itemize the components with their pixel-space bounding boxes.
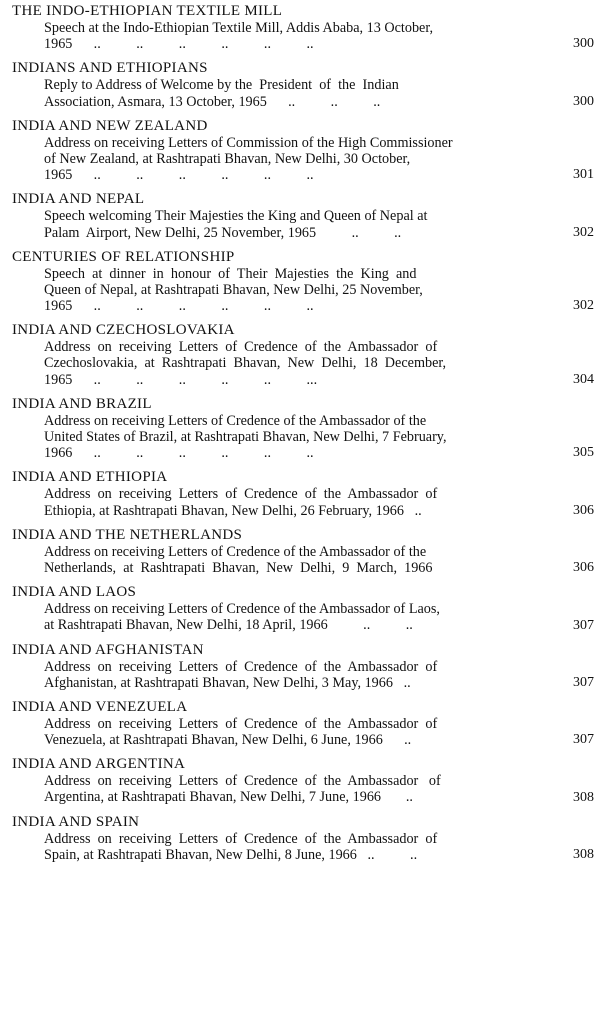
page-number: 302 [573,224,594,240]
toc-entry [0,190,600,240]
toc-entry [0,526,600,576]
description-line: 1965 .. .. .. .. .. .. [44,36,314,53]
entry-heading: INDIANS AND ETHIOPIANS [12,60,208,77]
toc-entry [0,583,600,633]
entry-heading: INDIA AND CZECHOSLOVAKIA [12,322,235,339]
entry-heading: INDIA AND AFGHANISTAN [12,641,204,658]
description-line: Address on receiving Letters of Credence of the Ambassador of [44,715,438,732]
entry-description [44,20,526,52]
description-line: Address on receiving Letters of Credence of the Ambassador of [44,830,438,847]
toc-entry [0,698,600,748]
description-line: of New Zealand, at Rashtrapati Bhavan, New Delhi, 30 October, [44,150,411,167]
description-line: Address on receiving Letters of Credence of the Ambassador of [44,339,438,356]
entry-description [44,544,526,576]
entry-description [44,486,526,518]
description-line: Queen of Nepal, at Rashtrapati Bhavan, New Delhi, 25 November, [44,281,423,298]
page-number: 304 [573,371,594,387]
toc-entry [0,641,600,691]
description-line: 1966 .. .. .. .. .. .. [44,445,314,462]
page-number: 300 [573,36,594,52]
entry-heading: INDIA AND BRAZIL [12,395,152,412]
entry-heading: INDIA AND NEW ZEALAND [12,117,208,134]
entry-heading: INDIA AND LAOS [12,584,137,601]
entry-heading: INDIA AND ARGENTINA [12,756,186,773]
description-line: Address on receiving Letters of Credence of the Ambassador of the [44,412,427,429]
description-line: Czechoslovakia, at Rashtrapati Bhavan, New Delhi, 18 December, [44,355,447,372]
toc-entry [0,248,600,315]
entry-description [44,135,526,184]
description-line: Palam Airport, New Delhi, 25 November, 1965 .. .. [44,224,402,241]
page-number: 305 [573,445,594,461]
page-number: 307 [573,617,594,633]
page-number: 306 [573,560,594,576]
toc-entry [0,117,600,184]
description-line: Speech welcoming Their Majesties the King and Queen of Nepal at [44,208,428,225]
toc-entry [0,59,600,109]
entry-heading: INDIA AND ETHIOPIA [12,469,168,486]
entry-heading: INDIA AND SPAIN [12,813,140,830]
entry-description [44,831,526,863]
description-line: 1965 .. .. .. .. .. .. [44,167,314,184]
description-line: Address on receiving Letters of Credence of the Ambassador of [44,658,438,675]
description-line: Association, Asmara, 13 October, 1965 .. .. .. [44,93,381,110]
description-line: 1965 .. .. .. .. .. .. [44,298,314,315]
entry-description [44,601,526,633]
entry-description [44,659,526,691]
page-number: 300 [573,93,594,109]
entry-description [44,716,526,748]
page-number: 307 [573,674,594,690]
description-line: Argentina, at Rashtrapati Bhavan, New Delhi, 7 June, 1966 .. [44,789,413,806]
page-number: 306 [573,502,594,518]
description-line: United States of Brazil, at Rashtrapati Bhavan, New Delhi, 7 February, [44,429,447,445]
entry-description [44,77,526,109]
entry-description [44,413,526,462]
entry-description [44,208,526,240]
entry-heading: CENTURIES OF RELATIONSHIP [12,248,235,265]
description-line: Address on receiving Letters of Commission of the High Commissioner [44,134,453,151]
description-line: Address on receiving Letters of Credence of the Ambassador of the [44,543,427,560]
page-number: 302 [573,298,594,314]
page-number: 301 [573,167,594,183]
description-line: Address on receiving Letters of Credence of the Ambassador of [44,486,438,503]
entry-heading: INDIA AND NEPAL [12,191,145,208]
page-number: 308 [573,789,594,805]
toc-entry [0,395,600,462]
entry-heading: INDIA AND VENEZUELA [12,698,188,715]
description-line: Speech at the Indo-Ethiopian Textile Mill, Addis Ababa, 13 October, [44,20,434,36]
description-line: Speech at dinner in honour of Their Majesties the King and [44,265,417,282]
toc-entry [0,321,600,388]
description-line: Netherlands, at Rashtrapati Bhavan, New Delhi, 9 March, 1966 [44,559,433,576]
description-line: 1965 .. .. .. .. .. ... [44,371,318,388]
description-line: at Rashtrapati Bhavan, New Delhi, 18 April, 1966 .. .. [44,617,413,634]
toc-entry [0,468,600,518]
entry-description [44,266,526,315]
page-number: 308 [573,847,594,862]
description-line: Reply to Address of Welcome by the President of the Indian [44,77,399,94]
entry-heading: INDIA AND THE NETHERLANDS [12,526,243,543]
description-line: Address on receiving Letters of Credence of the Ambassador of [44,773,441,790]
entry-description [44,339,526,388]
description-line: Venezuela, at Rashtrapati Bhavan, New Delhi, 6 June, 1966 .. [44,732,412,749]
toc-entry [0,2,600,52]
description-line: Address on receiving Letters of Credence of the Ambassador of Laos, [44,601,440,618]
page-number: 307 [573,732,594,748]
entry-heading: THE INDO-ETHIOPIAN TEXTILE MILL [12,3,283,19]
toc-entry [0,813,600,863]
description-line: Ethiopia, at Rashtrapati Bhavan, New Delhi, 26 February, 1966 .. [44,502,422,519]
description-line: Afghanistan, at Rashtrapati Bhavan, New Delhi, 3 May, 1966 .. [44,674,411,691]
entry-description [44,773,526,805]
toc-entry [0,755,600,805]
description-line: Spain, at Rashtrapati Bhavan, New Delhi, 8 June, 1966 .. .. [44,846,418,863]
